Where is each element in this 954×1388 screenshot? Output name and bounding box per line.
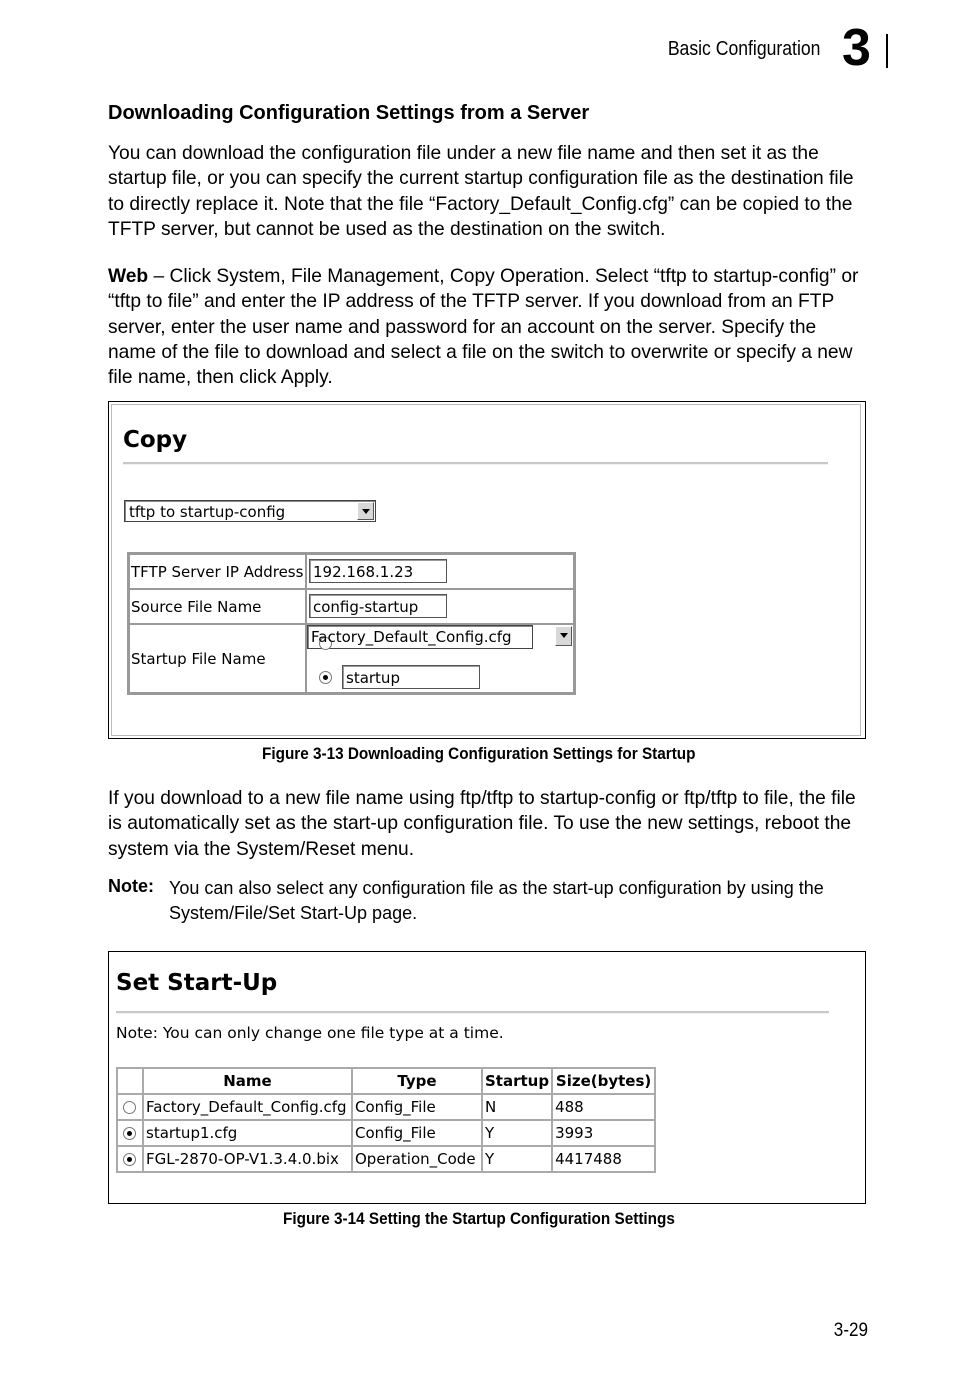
file-type: Config_File bbox=[352, 1120, 482, 1146]
figure-startup-screenshot bbox=[108, 951, 866, 1204]
startup-file-input[interactable] bbox=[342, 665, 480, 689]
file-size: 488 bbox=[552, 1094, 655, 1120]
startup-note: Note: You can only change one file type at a time. bbox=[116, 1024, 504, 1042]
title-rule bbox=[116, 1011, 829, 1014]
server-label-cell bbox=[129, 554, 306, 589]
chapter-divider bbox=[886, 34, 888, 68]
startup-value-cell bbox=[306, 624, 574, 693]
source-file-input[interactable] bbox=[309, 594, 447, 618]
figure-copy-screenshot bbox=[108, 401, 866, 739]
web-label: Web bbox=[108, 266, 149, 287]
radio-new-file[interactable] bbox=[319, 671, 332, 684]
section-title: Downloading Configuration Settings from a Server bbox=[108, 102, 590, 124]
file-name: startup1.cfg bbox=[143, 1120, 352, 1146]
file-name: FGL-2870-OP-V1.3.4.0.bix bbox=[143, 1146, 352, 1172]
note-label: Note: bbox=[108, 876, 154, 896]
source-label-cell bbox=[129, 589, 306, 624]
title-rule bbox=[123, 462, 828, 465]
server-ip-input[interactable] bbox=[309, 559, 447, 583]
table-row bbox=[117, 1094, 655, 1120]
table-header-row bbox=[117, 1068, 655, 1094]
row-select-cell bbox=[117, 1094, 143, 1120]
name-column-header: Name bbox=[143, 1068, 352, 1094]
file-startup: Y bbox=[482, 1120, 552, 1146]
paragraph-new-file: If you download to a new file name using ftp/tftp to startup-config or ftp/tftp to file, the file is automatically set as the start-up configuration file. To use the new settings, reboot the system via the System/Reset menu. bbox=[108, 788, 856, 860]
startup-label: Startup File Name bbox=[131, 650, 266, 668]
file-name: Factory_Default_Config.cfg bbox=[143, 1094, 352, 1120]
server-label: TFTP Server IP Address bbox=[131, 563, 304, 581]
source-file-value: config-startup bbox=[313, 598, 419, 616]
source-value-cell bbox=[306, 589, 574, 624]
copy-type-value: tftp to startup-config bbox=[129, 503, 286, 521]
copy-title: Copy bbox=[123, 427, 188, 453]
chapter-number: 3 bbox=[842, 19, 871, 77]
file-startup: N bbox=[482, 1094, 552, 1120]
file-type: Operation_Code bbox=[352, 1146, 482, 1172]
file-radio[interactable] bbox=[123, 1127, 136, 1140]
table-row bbox=[117, 1120, 655, 1146]
chevron-down-icon[interactable] bbox=[357, 502, 374, 520]
row-select-cell bbox=[117, 1120, 143, 1146]
startup-file-text: startup bbox=[346, 669, 400, 687]
copy-settings-table bbox=[127, 552, 576, 695]
startup-label-cell bbox=[129, 624, 306, 693]
file-type: Config_File bbox=[352, 1094, 482, 1120]
server-ip-value: 192.168.1.23 bbox=[313, 563, 414, 581]
chevron-down-icon[interactable] bbox=[555, 626, 572, 646]
file-radio[interactable] bbox=[123, 1101, 136, 1114]
startup-column-header: Startup bbox=[482, 1068, 552, 1094]
size-column-header: Size(bytes) bbox=[552, 1068, 655, 1094]
startup-title: Set Start-Up bbox=[116, 970, 278, 996]
note-text: You can also select any configuration file as the start-up configuration by using the System/File/Set Start-Up page. bbox=[169, 878, 824, 923]
copy-type-select[interactable] bbox=[124, 500, 376, 522]
running-header: Basic Configuration bbox=[667, 38, 820, 60]
copy-panel bbox=[111, 404, 861, 736]
web-text: – Click System, File Management, Copy Operation. Select “tftp to startup-config” or “tftp to file” and enter the IP address of the TFTP server. If you download from an FTP server, enter the user name and password for an account on the server. Specify the name of the file to download and select a file on the switch to overwrite or specify a new file name, then click Apply. bbox=[108, 266, 859, 389]
startup-files-table bbox=[116, 1067, 656, 1173]
paragraph-intro: You can download the configuration file under a new file name and then set it as the startup file, or you can specify the current startup configuration file as the destination file to directly replace it. Note that the file “Factory_Default_Config.cfg” can be copied to the TFTP server, but cannot be used as the destination on the switch. bbox=[108, 143, 854, 240]
select-column-header bbox=[117, 1068, 143, 1094]
startup-file-select[interactable] bbox=[307, 625, 533, 649]
file-radio[interactable] bbox=[123, 1153, 136, 1166]
file-size: 4417488 bbox=[552, 1146, 655, 1172]
file-size: 3993 bbox=[552, 1120, 655, 1146]
server-value-cell bbox=[306, 554, 574, 589]
paragraph-web bbox=[108, 264, 868, 390]
type-column-header: Type bbox=[352, 1068, 482, 1094]
figure-14-caption: Figure 3-14 Setting the Startup Configuration Settings bbox=[283, 1209, 675, 1228]
figure-13-caption: Figure 3-13 Downloading Configuration Settings for Startup bbox=[262, 744, 696, 763]
table-row bbox=[117, 1146, 655, 1172]
startup-file-select-value: Factory_Default_Config.cfg bbox=[311, 628, 512, 646]
source-label: Source File Name bbox=[131, 598, 262, 616]
file-startup: Y bbox=[482, 1146, 552, 1172]
row-select-cell bbox=[117, 1146, 143, 1172]
page-number: 3-29 bbox=[833, 1320, 868, 1341]
